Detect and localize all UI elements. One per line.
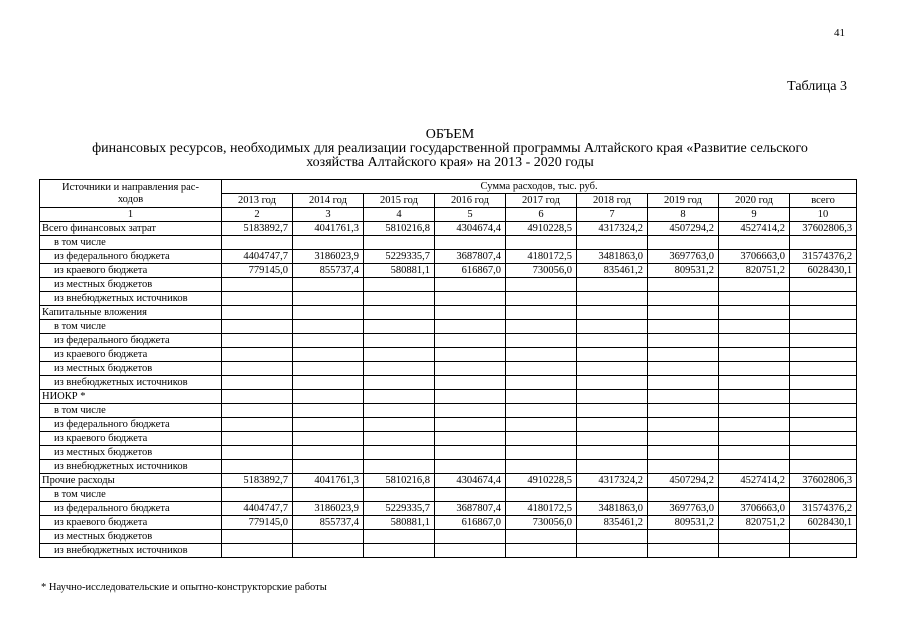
value-cell (364, 404, 435, 418)
value-cell (506, 418, 577, 432)
value-cell (648, 544, 719, 558)
total-value-cell (790, 530, 857, 544)
value-cell: 5229335,7 (364, 250, 435, 264)
table-row (40, 264, 857, 278)
value-cell: 4180172,5 (506, 250, 577, 264)
value-cell (293, 320, 364, 334)
value-cell (719, 460, 790, 474)
value-cell: 3481863,0 (577, 250, 648, 264)
value-cell: 5183892,7 (222, 474, 293, 488)
value-cell (719, 404, 790, 418)
value-cell: 730056,0 (506, 264, 577, 278)
total-value-cell (790, 418, 857, 432)
total-value-cell (790, 544, 857, 558)
row-label-cell: из краевого бюджета (40, 432, 222, 446)
value-cell (719, 544, 790, 558)
total-value-cell: 6028430,1 (790, 264, 857, 278)
value-cell (648, 488, 719, 502)
value-cell (364, 544, 435, 558)
value-cell: 4404747,7 (222, 250, 293, 264)
column-number-cell: 6 (506, 208, 577, 222)
value-cell (719, 278, 790, 292)
value-cell (506, 446, 577, 460)
table-row (40, 390, 857, 404)
value-cell (719, 292, 790, 306)
value-cell: 809531,2 (648, 264, 719, 278)
value-cell: 5183892,7 (222, 222, 293, 236)
table-row (40, 404, 857, 418)
source-header-cell (40, 180, 222, 208)
value-cell (293, 446, 364, 460)
value-cell (435, 236, 506, 250)
total-value-cell (790, 236, 857, 250)
total-value-cell (790, 348, 857, 362)
row-label-cell: из местных бюджетов (40, 446, 222, 460)
value-cell (648, 292, 719, 306)
value-cell (506, 334, 577, 348)
year-header-cell: 2013 год (222, 194, 293, 208)
table-row (40, 292, 857, 306)
year-header-cell: 2019 год (648, 194, 719, 208)
table-row (40, 306, 857, 320)
value-cell (648, 446, 719, 460)
value-cell (364, 292, 435, 306)
column-number-cell: 2 (222, 208, 293, 222)
value-cell (293, 418, 364, 432)
column-number-cell: 5 (435, 208, 506, 222)
value-cell (648, 320, 719, 334)
value-cell: 820751,2 (719, 264, 790, 278)
value-cell: 4910228,5 (506, 222, 577, 236)
value-cell (719, 376, 790, 390)
column-number-cell: 8 (648, 208, 719, 222)
total-value-cell (790, 404, 857, 418)
row-label-cell: из краевого бюджета (40, 264, 222, 278)
total-value-cell (790, 460, 857, 474)
value-cell (222, 292, 293, 306)
value-cell (435, 278, 506, 292)
value-cell (293, 488, 364, 502)
table-row (40, 516, 857, 530)
row-label-cell: из местных бюджетов (40, 278, 222, 292)
year-header-cell: 2018 год (577, 194, 648, 208)
row-label-cell: НИОКР * (40, 390, 222, 404)
value-cell (648, 376, 719, 390)
value-cell: 3706663,0 (719, 250, 790, 264)
value-cell (222, 404, 293, 418)
value-cell (648, 278, 719, 292)
value-cell (222, 376, 293, 390)
value-cell (577, 334, 648, 348)
value-cell (364, 390, 435, 404)
value-cell (293, 334, 364, 348)
value-cell (435, 432, 506, 446)
financial-resources-table (39, 179, 857, 558)
value-cell: 820751,2 (719, 516, 790, 530)
value-cell (364, 432, 435, 446)
row-label-cell: в том числе (40, 488, 222, 502)
value-cell (364, 488, 435, 502)
value-cell (293, 404, 364, 418)
value-cell (577, 418, 648, 432)
table-row (40, 432, 857, 446)
value-cell (577, 362, 648, 376)
value-cell: 3697763,0 (648, 250, 719, 264)
value-cell (506, 306, 577, 320)
value-cell (648, 334, 719, 348)
value-cell (577, 292, 648, 306)
value-cell (222, 432, 293, 446)
footnote: * Научно-исследовательские и опытно-конструкторские работы (41, 582, 327, 593)
value-cell (577, 404, 648, 418)
row-label-cell: Капитальные вложения (40, 306, 222, 320)
value-cell (435, 320, 506, 334)
value-cell: 3687807,4 (435, 502, 506, 516)
value-cell (435, 446, 506, 460)
row-label-cell: в том числе (40, 404, 222, 418)
value-cell (222, 530, 293, 544)
value-cell (364, 376, 435, 390)
value-cell (435, 544, 506, 558)
value-cell: 3186023,9 (293, 250, 364, 264)
value-cell (435, 488, 506, 502)
value-cell (719, 236, 790, 250)
column-number-cell: 7 (577, 208, 648, 222)
value-cell (577, 432, 648, 446)
value-cell (364, 278, 435, 292)
value-cell (293, 544, 364, 558)
value-cell (577, 236, 648, 250)
row-label-cell: из федерального бюджета (40, 418, 222, 432)
value-cell (435, 362, 506, 376)
table-row (40, 544, 857, 558)
total-value-cell (790, 320, 857, 334)
value-cell (364, 348, 435, 362)
row-label-cell: в том числе (40, 236, 222, 250)
value-cell (719, 488, 790, 502)
value-cell: 4304674,4 (435, 474, 506, 488)
source-header-line-2: ходов (117, 193, 144, 205)
value-cell (719, 418, 790, 432)
value-cell: 616867,0 (435, 516, 506, 530)
row-label-cell: в том числе (40, 320, 222, 334)
year-header-cell: 2014 год (293, 194, 364, 208)
value-cell: 4527414,2 (719, 474, 790, 488)
row-label-cell: из федерального бюджета (40, 502, 222, 516)
total-value-cell: 31574376,2 (790, 502, 857, 516)
table-row (40, 488, 857, 502)
title-line-3: хозяйства Алтайского края» на 2013 - 2020 годы (306, 155, 594, 170)
value-cell: 835461,2 (577, 516, 648, 530)
total-value-cell (790, 432, 857, 446)
table-row (40, 250, 857, 264)
value-cell (222, 544, 293, 558)
value-cell (293, 236, 364, 250)
value-cell (719, 432, 790, 446)
value-cell: 855737,4 (293, 516, 364, 530)
row-label-cell: из внебюджетных источников (40, 292, 222, 306)
value-cell (364, 306, 435, 320)
year-header-cell: 2020 год (719, 194, 790, 208)
value-cell (648, 404, 719, 418)
table-row (40, 348, 857, 362)
table-body (40, 222, 857, 558)
value-cell (293, 278, 364, 292)
value-cell (364, 320, 435, 334)
value-cell: 4317324,2 (577, 474, 648, 488)
value-cell (719, 334, 790, 348)
value-cell: 835461,2 (577, 264, 648, 278)
value-cell: 5810216,8 (364, 474, 435, 488)
column-number-cell: 9 (719, 208, 790, 222)
value-cell (222, 236, 293, 250)
title-line-1: ОБЪЕМ (425, 127, 475, 142)
total-value-cell (790, 376, 857, 390)
value-cell (435, 306, 506, 320)
table-row (40, 530, 857, 544)
table-row (40, 236, 857, 250)
total-value-cell (790, 362, 857, 376)
row-label-cell: из местных бюджетов (40, 362, 222, 376)
value-cell: 4507294,2 (648, 222, 719, 236)
value-cell (506, 390, 577, 404)
source-header-line-1: Источники и направления рас- (62, 181, 199, 193)
row-label-cell: из внебюджетных источников (40, 544, 222, 558)
table-row (40, 446, 857, 460)
row-label-cell: Прочие расходы (40, 474, 222, 488)
total-value-cell (790, 292, 857, 306)
value-cell: 3481863,0 (577, 502, 648, 516)
value-cell (293, 362, 364, 376)
value-cell: 4180172,5 (506, 502, 577, 516)
value-cell (506, 236, 577, 250)
value-cell (506, 278, 577, 292)
row-label-cell: из федерального бюджета (40, 250, 222, 264)
value-cell: 779145,0 (222, 516, 293, 530)
value-cell (293, 348, 364, 362)
value-cell (648, 236, 719, 250)
value-cell (506, 376, 577, 390)
table-row (40, 474, 857, 488)
column-number-cell: 3 (293, 208, 364, 222)
value-cell (222, 390, 293, 404)
value-cell (222, 418, 293, 432)
value-cell (364, 236, 435, 250)
value-cell (222, 320, 293, 334)
column-number-row (40, 208, 857, 222)
value-cell: 4910228,5 (506, 474, 577, 488)
total-value-cell: 37602806,3 (790, 222, 857, 236)
column-number-cell: 10 (790, 208, 857, 222)
value-cell (577, 348, 648, 362)
value-cell (506, 348, 577, 362)
value-cell (719, 362, 790, 376)
value-cell: 4041761,3 (293, 222, 364, 236)
value-cell (506, 320, 577, 334)
value-cell (648, 530, 719, 544)
value-cell: 779145,0 (222, 264, 293, 278)
value-cell: 4304674,4 (435, 222, 506, 236)
value-cell (435, 418, 506, 432)
value-cell (648, 348, 719, 362)
value-cell (435, 460, 506, 474)
value-cell: 580881,1 (364, 264, 435, 278)
value-cell (222, 306, 293, 320)
value-cell (293, 292, 364, 306)
value-cell (435, 376, 506, 390)
value-cell: 5229335,7 (364, 502, 435, 516)
value-cell (222, 488, 293, 502)
value-cell (577, 488, 648, 502)
table-header (40, 180, 857, 222)
row-label-cell: из федерального бюджета (40, 334, 222, 348)
value-cell (222, 334, 293, 348)
total-value-cell (790, 334, 857, 348)
value-cell (577, 306, 648, 320)
total-value-cell (790, 390, 857, 404)
value-cell (293, 432, 364, 446)
value-cell: 616867,0 (435, 264, 506, 278)
value-cell: 3706663,0 (719, 502, 790, 516)
value-cell (506, 544, 577, 558)
value-cell: 5810216,8 (364, 222, 435, 236)
value-cell (364, 362, 435, 376)
row-label-cell: из внебюджетных источников (40, 460, 222, 474)
value-cell (222, 362, 293, 376)
value-cell (719, 306, 790, 320)
value-cell (577, 460, 648, 474)
value-cell: 3697763,0 (648, 502, 719, 516)
value-cell: 730056,0 (506, 516, 577, 530)
value-cell (293, 306, 364, 320)
value-cell (577, 390, 648, 404)
value-cell (293, 460, 364, 474)
value-cell (222, 460, 293, 474)
value-cell (506, 404, 577, 418)
value-cell: 855737,4 (293, 264, 364, 278)
table-row (40, 320, 857, 334)
value-cell (648, 306, 719, 320)
total-header-cell: всего (790, 194, 857, 208)
document-title (40, 128, 860, 170)
table-row (40, 418, 857, 432)
value-cell (506, 362, 577, 376)
value-cell (364, 460, 435, 474)
value-cell: 3687807,4 (435, 250, 506, 264)
value-cell (719, 390, 790, 404)
total-value-cell: 6028430,1 (790, 516, 857, 530)
value-cell (364, 530, 435, 544)
table-row (40, 222, 857, 236)
value-cell: 809531,2 (648, 516, 719, 530)
value-cell (506, 530, 577, 544)
value-cell (577, 376, 648, 390)
value-cell: 4317324,2 (577, 222, 648, 236)
value-cell (719, 530, 790, 544)
value-cell (435, 348, 506, 362)
value-cell (648, 432, 719, 446)
year-header-cell: 2017 год (506, 194, 577, 208)
value-cell (648, 390, 719, 404)
value-cell (293, 376, 364, 390)
value-cell (719, 320, 790, 334)
year-header-cell: 2016 год (435, 194, 506, 208)
table-row (40, 376, 857, 390)
value-cell (648, 460, 719, 474)
total-value-cell (790, 306, 857, 320)
value-cell (435, 334, 506, 348)
table-row (40, 334, 857, 348)
year-header-cell: 2015 год (364, 194, 435, 208)
table-label: Таблица 3 (787, 79, 847, 94)
value-cell (506, 488, 577, 502)
value-cell (222, 348, 293, 362)
title-line-2: финансовых ресурсов, необходимых для реализации государственной программы Алтайского края «Развитие сельского (92, 141, 808, 156)
row-label-cell: из местных бюджетов (40, 530, 222, 544)
value-cell (648, 418, 719, 432)
value-cell: 4404747,7 (222, 502, 293, 516)
value-cell: 3186023,9 (293, 502, 364, 516)
table-row (40, 502, 857, 516)
value-cell (435, 404, 506, 418)
table-row (40, 278, 857, 292)
total-value-cell: 31574376,2 (790, 250, 857, 264)
row-label-cell: из краевого бюджета (40, 516, 222, 530)
row-label-cell: Всего финансовых затрат (40, 222, 222, 236)
column-number-cell: 4 (364, 208, 435, 222)
value-cell (506, 292, 577, 306)
value-cell (577, 278, 648, 292)
table-row (40, 362, 857, 376)
row-label-cell: из внебюджетных источников (40, 376, 222, 390)
value-cell (719, 348, 790, 362)
value-cell (293, 530, 364, 544)
value-cell (293, 390, 364, 404)
value-cell (435, 530, 506, 544)
value-cell (222, 446, 293, 460)
value-cell (435, 390, 506, 404)
value-cell (364, 418, 435, 432)
value-cell: 580881,1 (364, 516, 435, 530)
value-cell (577, 530, 648, 544)
header-row-1 (40, 180, 857, 194)
value-cell: 4041761,3 (293, 474, 364, 488)
value-cell: 4507294,2 (648, 474, 719, 488)
total-value-cell: 37602806,3 (790, 474, 857, 488)
value-cell (435, 292, 506, 306)
value-cell (364, 446, 435, 460)
value-cell (577, 446, 648, 460)
value-cell: 4527414,2 (719, 222, 790, 236)
row-label-cell: из краевого бюджета (40, 348, 222, 362)
column-number-cell: 1 (40, 208, 222, 222)
table-row (40, 460, 857, 474)
value-cell (506, 432, 577, 446)
value-cell (364, 334, 435, 348)
value-cell (719, 446, 790, 460)
total-value-cell (790, 278, 857, 292)
value-cell (648, 362, 719, 376)
value-cell (222, 278, 293, 292)
value-cell (577, 544, 648, 558)
value-cell (506, 460, 577, 474)
sum-header-cell: Сумма расходов, тыс. руб. (222, 180, 857, 194)
page-number: 41 (834, 27, 845, 39)
total-value-cell (790, 446, 857, 460)
value-cell (577, 320, 648, 334)
total-value-cell (790, 488, 857, 502)
